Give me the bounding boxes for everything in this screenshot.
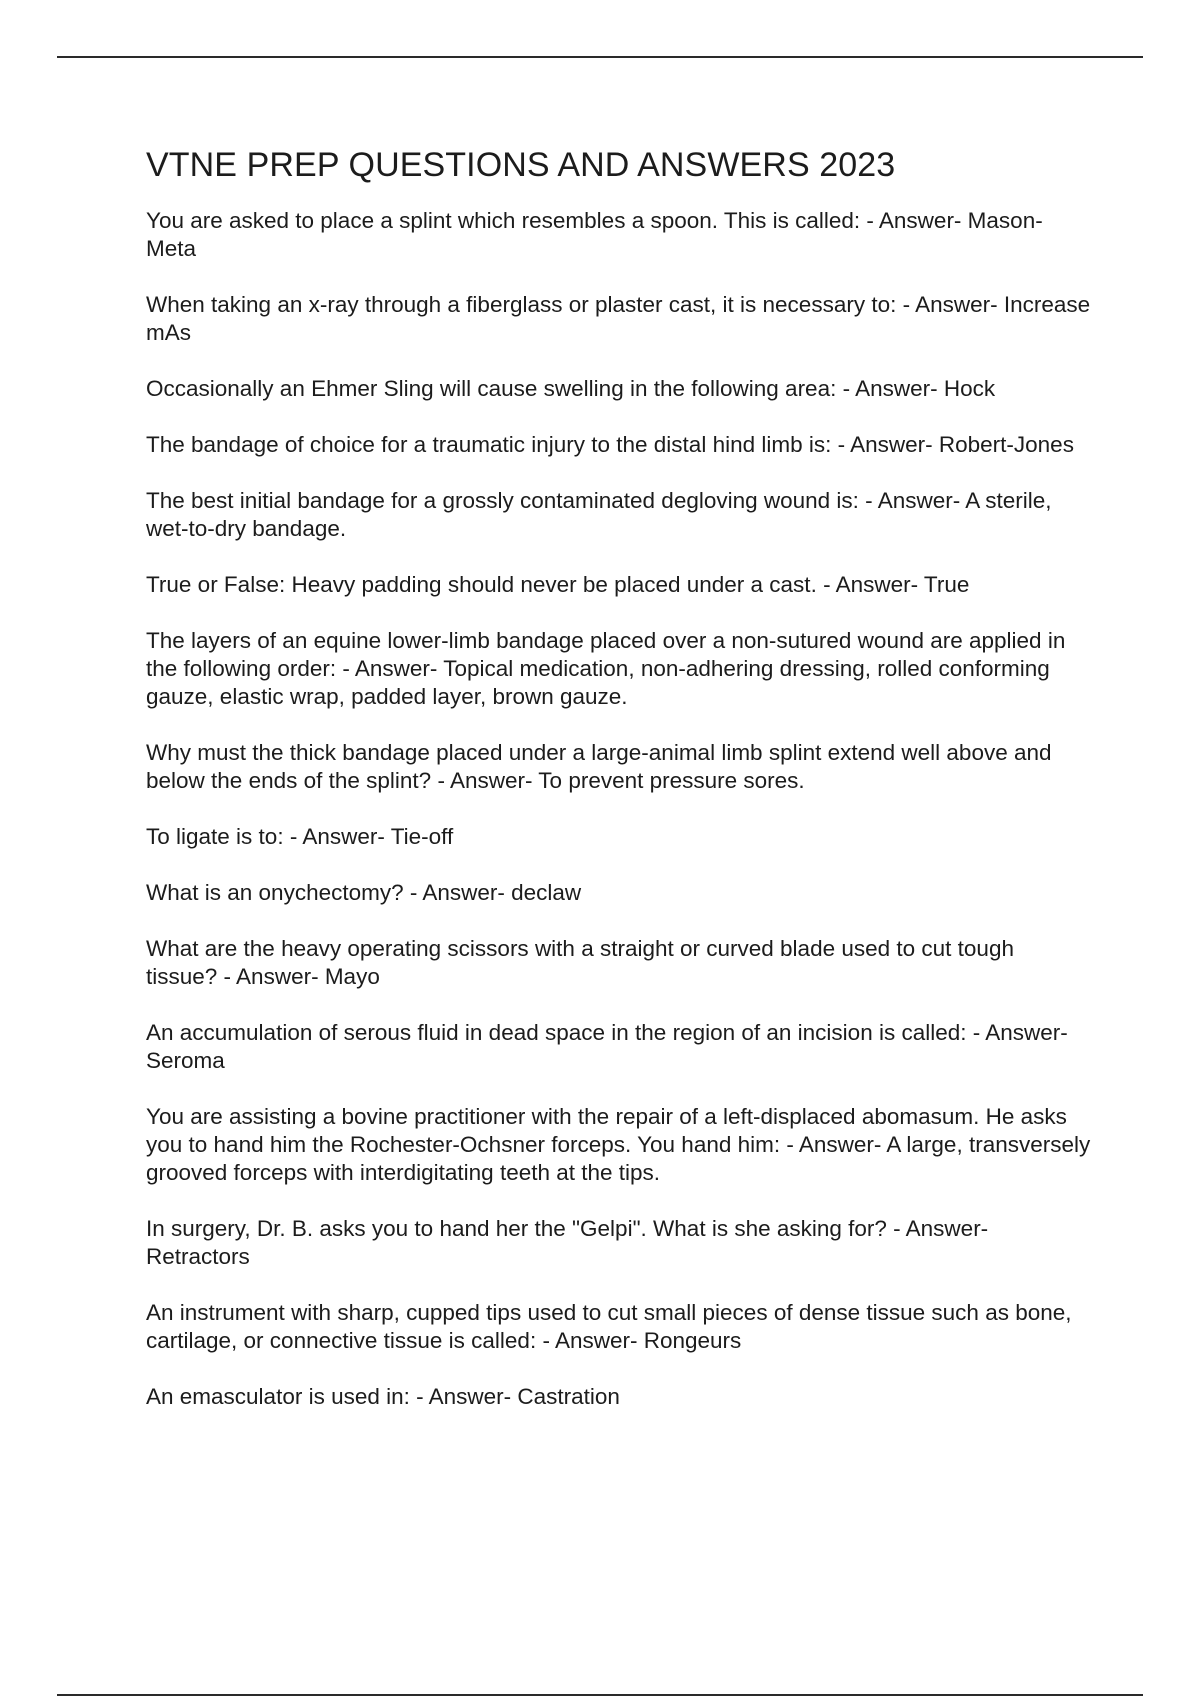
page-title: VTNE PREP QUESTIONS AND ANSWERS 2023 xyxy=(146,146,896,184)
qa-item: The bandage of choice for a traumatic injury to the distal hind limb is: - Answer- Robert-Jones xyxy=(146,432,1074,457)
qa-item: Occasionally an Ehmer Sling will cause swelling in the following area: - Answer- Hock xyxy=(146,376,996,401)
qa-item: Why must the thick bandage placed under a large-animal limb splint extend well above and below the ends of the splint? - Answer- To prevent pressure sores. xyxy=(146,740,1052,793)
bottom-rule xyxy=(57,1694,1143,1696)
qa-item: The best initial bandage for a grossly contaminated degloving wound is: - Answer- A sterile, wet-to-dry bandage. xyxy=(146,488,1052,541)
document-body xyxy=(146,143,1091,1439)
qa-item: What is an onychectomy? - Answer- declaw xyxy=(146,880,582,905)
qa-item: True or False: Heavy padding should never be placed under a cast. - Answer- True xyxy=(146,572,970,597)
qa-item: To ligate is to: - Answer- Tie-off xyxy=(146,824,454,849)
qa-item: In surgery, Dr. B. asks you to hand her the "Gelpi". What is she asking for? - Answer- Retractors xyxy=(146,1216,989,1269)
qa-item: An emasculator is used in: - Answer- Castration xyxy=(146,1384,620,1409)
qa-item: You are assisting a bovine practitioner with the repair of a left-displaced abomasum. He asks you to hand him the Rochester-Ochsner forceps. You hand him: - Answer- A large, transversely grooved forceps with interdigitating teeth at the tips. xyxy=(146,1104,1091,1185)
top-rule xyxy=(57,56,1143,58)
qa-item: An instrument with sharp, cupped tips used to cut small pieces of dense tissue such as bone, cartilage, or connective tissue is called: - Answer- Rongeurs xyxy=(146,1300,1072,1353)
qa-item: When taking an x-ray through a fiberglass or plaster cast, it is necessary to: - Answer- Increase mAs xyxy=(146,292,1091,345)
qa-item: The layers of an equine lower-limb bandage placed over a non-sutured wound are applied in the following order: - Answer- Topical medication, non-adhering dressing, rolled conforming gauze, elastic wrap, padded layer, brown gauze. xyxy=(146,628,1066,709)
qa-item: You are asked to place a splint which resembles a spoon. This is called: - Answer- Mason-Meta xyxy=(146,208,1043,261)
qa-item: What are the heavy operating scissors with a straight or curved blade used to cut tough tissue? - Answer- Mayo xyxy=(146,936,1014,989)
qa-item: An accumulation of serous fluid in dead space in the region of an incision is called: - Answer- Seroma xyxy=(146,1020,1068,1073)
